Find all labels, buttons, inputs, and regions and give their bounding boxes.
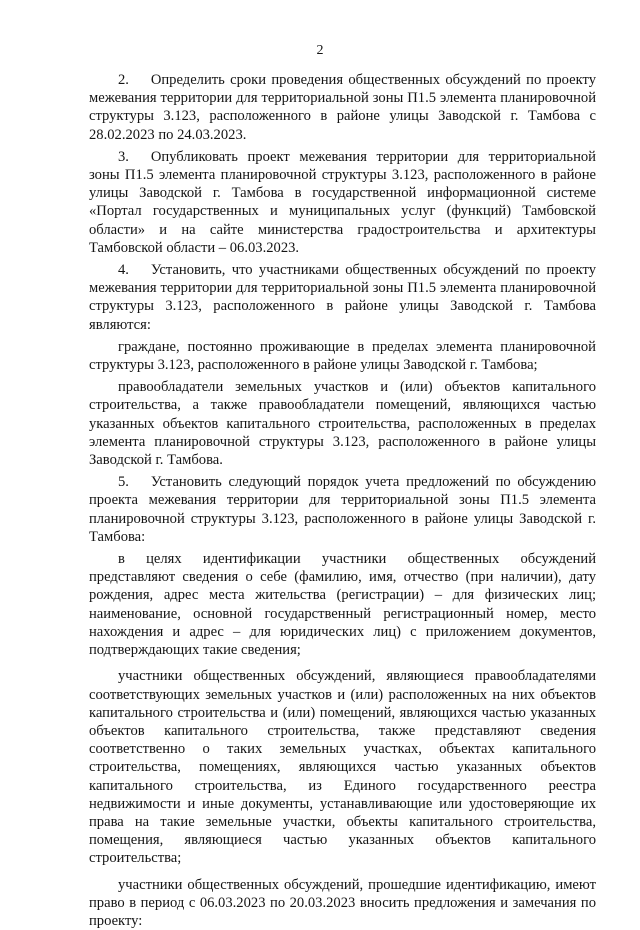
paragraph-item-5: 5. Установить следующий порядок учета предложений по обсуждению проекта межевания территории для территориальной зоны П1.5 элемента планировочной структуры 3.123, расположенного в районе улицы Заводской г. Тамбова:: [89, 474, 596, 545]
paragraph-identification: в целях идентификации участники общественных обсуждений представляют сведения о себе (фамилию, имя, отчество (при наличии), дату рождения, адрес места жительства (регистрации) – для физических лиц; наименование, основной государственный регистрационный номер, место нахождения и адрес – для юридических лиц) с приложением документов, подтверждающих такие сведения;: [89, 551, 596, 659]
paragraph-citizens: граждане, постоянно проживающие в пределах элемента планировочной структуры 3.123, расположенного в районе улицы Заводской г. Тамбова;: [89, 338, 596, 374]
paragraph-item-4: 4. Установить, что участниками общественных обсуждений по проекту межевания территории для территориальной зоны П1.5 элемента планировочной структуры 3.123, расположенного в районе улицы Заводской г. Тамбова являются:: [89, 262, 596, 333]
page-number: 2: [316, 43, 324, 58]
paragraph-proposals-period: участники общественных обсуждений, прошедшие идентификацию, имеют право в период с 06.03.2023 по 20.03.2023 вносить предложения и замечания по проекту:: [89, 876, 596, 929]
paragraph-rightholder-participants: участники общественных обсуждений, являющиеся правообладателями соответствующих земельных участков и (или) расположенных на них объектов капитального строительства и (или) помещений, являющихся частью указанных объектов капитального строительства, также представляют сведения соответственно о таких земельных участках, объектах капитального строительства, помещениях, являющихся частью указанных объектов капитального строительства, из Единого государственного реестра недвижимости и иные документы, устанавливающие или удостоверяющие их права на такие земельные участки, объекты капитального строительства, помещения, являющиеся частью указанных объектов капитального строительства;: [89, 668, 596, 867]
paragraph-rightholders: правообладатели земельных участков и (или) объектов капитального строительства, а также правообладатели помещений, являющихся частью указанных объектов капитального строительства, расположенных в пределах элемента планировочной структуры 3.123, расположенного в районе улицы Заводской г. Тамбова.: [89, 379, 596, 469]
paragraph-item-2: 2. Определить сроки проведения общественных обсуждений по проекту межевания территории для территориальной зоны П1.5 элемента планировочной структуры 3.123, расположенного в районе улицы Заводской г. Тамбова с 28.02.2023 по 24.03.2023.: [89, 72, 596, 143]
paragraph-item-3: 3. Опубликовать проект межевания территории для территориальной зоны П1.5 элемента планировочной структуры 3.123, расположенного в районе улицы Заводской г. Тамбова в государственной информационной системе «Портал государственных и муниципальных услуг (функций) Тамбовской области» и на сайте министерства градостроительства и архитектуры Тамбовской области – 06.03.2023.: [89, 148, 596, 256]
document-body: [89, 71, 596, 930]
